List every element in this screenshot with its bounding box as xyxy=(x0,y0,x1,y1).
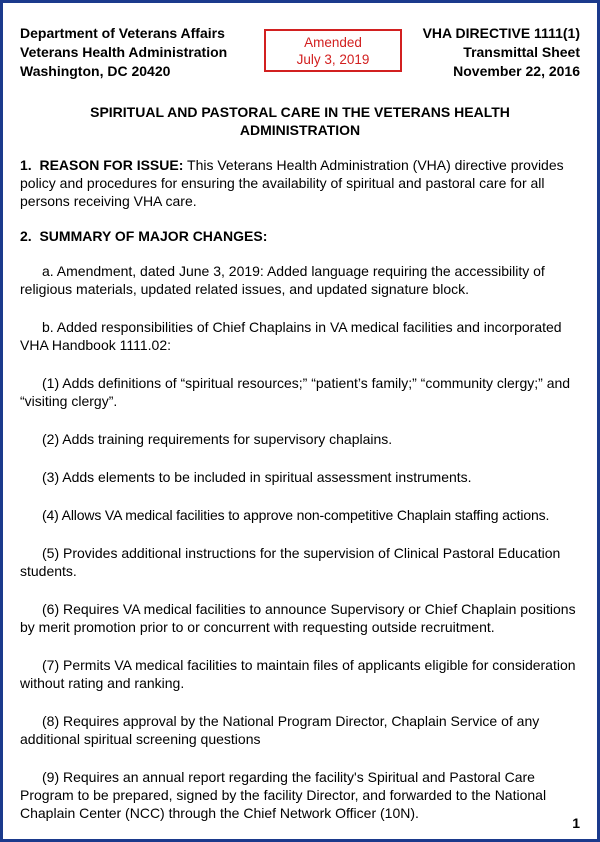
title-line-1: SPIRITUAL AND PASTORAL CARE IN THE VETERANS HEALTH xyxy=(90,104,510,120)
change-item-8: (8) Requires approval by the National Program Director, Chaplain Service of any additional spiritual screening questions xyxy=(20,713,540,747)
department-name: Department of Veterans Affairs xyxy=(20,25,225,41)
section-number: 1. xyxy=(20,157,32,173)
section-number: 2. xyxy=(20,228,32,244)
section-heading: SUMMARY OF MAJOR CHANGES: xyxy=(39,228,268,244)
change-item-5: (5) Provides additional instructions for the supervision of Clinical Pastoral Education students. xyxy=(20,545,561,579)
change-item-3: (3) Adds elements to be included in spiritual assessment instruments. xyxy=(42,469,472,485)
title-line-2: ADMINISTRATION xyxy=(239,122,361,138)
directive-number: VHA DIRECTIVE 1111(1) xyxy=(422,25,580,41)
department-header xyxy=(20,24,227,81)
change-item-2: (2) Adds training requirements for supervisory chaplains. xyxy=(42,431,393,447)
section-reason-for-issue xyxy=(20,156,580,210)
change-item-4: (4) Allows VA medical facilities to approve non-competitive Chaplain staffing actions. xyxy=(42,507,550,523)
directive-date: November 22, 2016 xyxy=(453,63,580,79)
change-item-1: (1) Adds definitions of “spiritual resources;” “patient’s family;” “community clergy;” and “visiting clergy”. xyxy=(20,375,571,409)
section-heading: REASON FOR ISSUE: xyxy=(39,157,184,173)
document-body xyxy=(20,156,580,842)
change-item-a: a. Amendment, dated June 3, 2019: Added language requiring the accessibility of religious materials, updated related issues, and updated signature block. xyxy=(20,263,545,297)
amended-stamp xyxy=(264,29,402,72)
location: Washington, DC 20420 xyxy=(20,63,171,79)
section-summary-of-changes xyxy=(20,227,580,245)
administration-name: Veterans Health Administration xyxy=(20,44,228,60)
stamp-date: July 3, 2019 xyxy=(296,52,370,67)
transmittal-label: Transmittal Sheet xyxy=(463,44,580,60)
directive-header xyxy=(423,24,580,81)
stamp-label: Amended xyxy=(304,35,362,50)
change-item-6: (6) Requires VA medical facilities to announce Supervisory or Chief Chaplain positions by merit promotion prior to or concurrent with requesting outside recruitment. xyxy=(20,601,576,635)
change-item-b: b. Added responsibilities of Chief Chaplains in VA medical facilities and incorporated VHA Handbook 1111.02: xyxy=(20,319,562,353)
document-title xyxy=(43,103,557,139)
change-item-7: (7) Permits VA medical facilities to maintain files of applicants eligible for consideration without rating and ranking. xyxy=(20,657,576,691)
change-item-9: (9) Requires an annual report regarding the facility's Spiritual and Pastoral Care Program to be prepared, signed by the facility Director, and forwarded to the National Chaplain Center (NCC) through the Chief Network Officer (10N). xyxy=(20,769,547,821)
page-number: 1 xyxy=(572,815,580,831)
section-text: This Veterans Health Administration (VHA) directive provides policy and procedures for ensuring the availability of spiritual and pastoral care for all persons receiving VHA care. xyxy=(20,157,564,209)
